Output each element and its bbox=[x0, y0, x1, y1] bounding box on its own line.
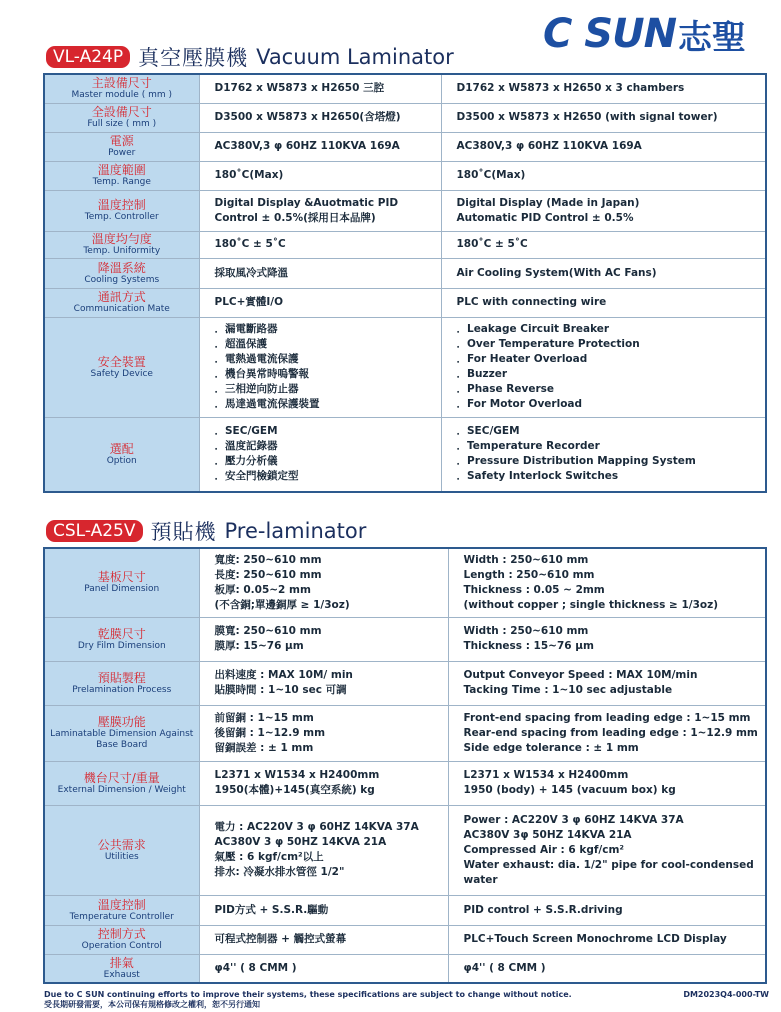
spec-label-zh: 主設備尺寸 bbox=[91, 76, 152, 91]
spec-value-line: ．Temperature Recorder bbox=[456, 440, 600, 453]
spec-value-zh-cell bbox=[199, 288, 441, 317]
spec-value-line: PLC+實體I/O bbox=[214, 296, 284, 308]
spec-value-line: AC380V 3φ 50HZ 14KVA 21A bbox=[463, 828, 632, 841]
spec-label-cell bbox=[44, 231, 199, 258]
section1-heading bbox=[46, 42, 454, 72]
spec-value-line: 留銅誤差 : ± 1 mm bbox=[214, 741, 314, 754]
model-badge: CSL-A25V bbox=[46, 520, 143, 542]
spec-label-en: Dry Film Dimension bbox=[77, 640, 166, 651]
title-zh: 預貼機 bbox=[150, 520, 217, 544]
spec-row bbox=[44, 132, 766, 161]
spec-value-line: ．Safety Interlock Switches bbox=[456, 470, 619, 483]
spec-value-en-cell bbox=[448, 705, 766, 761]
spec-label-cell bbox=[44, 661, 199, 705]
spec-value-zh-cell bbox=[199, 231, 441, 258]
spec-value-en-cell bbox=[441, 317, 766, 417]
spec-label-cell bbox=[44, 417, 199, 492]
spec-label-zh: 安全裝置 bbox=[97, 354, 146, 369]
spec-value-line: 長度: 250~610 mm bbox=[214, 568, 322, 581]
spec-value-zh-cell bbox=[199, 317, 441, 417]
spec-label-zh: 溫度控制 bbox=[97, 897, 146, 912]
spec-value-line: (without copper ; single thickness ≥ 1/3oz) bbox=[463, 598, 719, 611]
spec-value-line: ．Pressure Distribution Mapping System bbox=[456, 455, 696, 468]
spec-label-cell bbox=[44, 761, 199, 805]
spec-value-zh-cell bbox=[199, 895, 448, 925]
spec-row bbox=[44, 103, 766, 132]
spec-value-line: PID control + S.S.R.driving bbox=[463, 903, 623, 916]
spec-value-zh-cell bbox=[199, 705, 448, 761]
spec-value-line: water bbox=[463, 873, 498, 886]
spec-label-zh: 選配 bbox=[109, 441, 134, 456]
spec-label-zh: 公共需求 bbox=[97, 837, 146, 852]
spec-value-line: 氣壓 : 6 kgf/cm²以上 bbox=[214, 851, 324, 863]
spec-label-zh: 乾膜尺寸 bbox=[97, 626, 146, 641]
spec-value-line: Length : 250~610 mm bbox=[463, 568, 595, 581]
spec-label-en: Power bbox=[108, 148, 136, 158]
title-zh: 真空壓膜機 bbox=[138, 46, 249, 70]
spec-label-cell bbox=[44, 705, 199, 761]
spec-label-zh: 降溫系統 bbox=[97, 260, 146, 275]
title-en: Vacuum Laminator bbox=[256, 45, 454, 69]
spec-label-en: Safety Device bbox=[90, 368, 153, 379]
spec-value-line: 180˚C(Max) bbox=[456, 169, 526, 181]
spec-row bbox=[44, 317, 766, 417]
spec-label-cell bbox=[44, 74, 199, 103]
spec-value-line: Automatic PID Control ± 0.5% bbox=[456, 211, 634, 224]
logo-mark: C SUN bbox=[543, 11, 677, 57]
spec-label-zh: 機台尺寸/重量 bbox=[83, 770, 160, 785]
spec-value-line: 可程式控制器 + 觸控式螢幕 bbox=[214, 933, 347, 945]
spec-value-line: Digital Display &Auotmatic PID bbox=[214, 196, 399, 209]
spec-row bbox=[44, 417, 766, 492]
spec-value-line: 前留銅 : 1~15 mm bbox=[214, 711, 314, 724]
spec-label-en: Temperature Controller bbox=[69, 911, 174, 922]
spec-value-line: φ4'' ( 8 CMM ) bbox=[463, 961, 546, 974]
spec-value-line: 電力 : AC220V 3 φ 60HZ 14KVA 37A bbox=[214, 821, 419, 833]
spec-value-zh-cell bbox=[199, 761, 448, 805]
spec-value-line: 180˚C ± 5˚C bbox=[456, 238, 528, 250]
spec-value-line: AC380V,3 φ 60HZ 110KVA 169A bbox=[214, 140, 400, 152]
spec-value-line: φ4'' ( 8 CMM ) bbox=[214, 961, 297, 974]
spec-value-line: (不含銅;單邊銅厚 ≥ 1/3oz) bbox=[214, 598, 350, 611]
spec-label-cell bbox=[44, 132, 199, 161]
spec-label-zh: 通訊方式 bbox=[97, 290, 146, 304]
spec-label-zh: 排氣 bbox=[109, 955, 134, 970]
spec-row bbox=[44, 805, 766, 895]
spec-label-en: Full size ( mm ) bbox=[87, 119, 157, 129]
spec-label-en: Temp. Range bbox=[92, 177, 151, 187]
spec-value-zh-cell bbox=[199, 954, 448, 983]
spec-row bbox=[44, 954, 766, 983]
spec-value-line: Front-end spacing from leading edge : 1~15 mm bbox=[463, 711, 751, 724]
spec-value-line: ．機台異常時嗚警報 bbox=[214, 368, 309, 380]
spec-value-line: 板厚: 0.05~2 mm bbox=[214, 583, 311, 596]
spec-label-cell bbox=[44, 161, 199, 190]
spec-value-line: Rear-end spacing from leading edge : 1~12.9 mm bbox=[463, 726, 758, 739]
spec-value-en-cell bbox=[441, 288, 766, 317]
spec-label-zh: 全設備尺寸 bbox=[91, 105, 152, 119]
spec-label-en: Panel Dimension bbox=[84, 584, 160, 595]
spec-value-line: ．超溫保護 bbox=[214, 338, 267, 350]
spec-label-en: Laminatable Dimension Against Base Board bbox=[50, 729, 194, 750]
spec-value-zh-cell bbox=[199, 661, 448, 705]
spec-value-line: Output Conveyor Speed : MAX 10M/min bbox=[463, 669, 698, 681]
spec-value-en-cell bbox=[448, 925, 766, 954]
spec-value-line: ．Leakage Circuit Breaker bbox=[456, 323, 610, 335]
spec-value-zh-cell bbox=[199, 617, 448, 661]
spec-value-line: ．SEC/GEM bbox=[214, 425, 278, 438]
spec-label-en: Temp. Controller bbox=[84, 212, 159, 222]
document-code: DM2023Q4-000-TW bbox=[683, 990, 769, 999]
spec-label-zh: 預貼製程 bbox=[97, 670, 146, 685]
spec-value-line: ．馬達過電流保護裝置 bbox=[214, 398, 320, 410]
spec-row bbox=[44, 161, 766, 190]
spec-value-line: Width : 250~610 mm bbox=[463, 553, 589, 566]
spec-value-line: D1762 x W5873 x H2650 x 3 chambers bbox=[456, 82, 685, 95]
spec-value-en-cell bbox=[441, 258, 766, 288]
spec-value-line: AC380V,3 φ 60HZ 110KVA 169A bbox=[456, 140, 642, 152]
spec-value-en-cell bbox=[448, 548, 766, 617]
footer bbox=[44, 990, 769, 1010]
spec-label-en: Prelamination Process bbox=[72, 684, 172, 695]
spec-value-line: Thickness : 15~76 μm bbox=[463, 640, 594, 652]
spec-value-line: 寬度: 250~610 mm bbox=[214, 553, 322, 566]
spec-label-cell bbox=[44, 805, 199, 895]
spec-value-line: L2371 x W1534 x H2400mm bbox=[463, 769, 629, 781]
spec-row bbox=[44, 761, 766, 805]
spec-value-zh-cell bbox=[199, 103, 441, 132]
spec-row bbox=[44, 661, 766, 705]
spec-value-line: PLC+Touch Screen Monochrome LCD Display bbox=[463, 933, 727, 945]
spec-value-line: ．Phase Reverse bbox=[456, 383, 555, 395]
spec-value-line: 貼膜時間 : 1~10 sec 可調 bbox=[214, 684, 347, 696]
vacuum-laminator-spec-table bbox=[43, 73, 767, 493]
spec-label-en: Cooling Systems bbox=[84, 274, 160, 285]
spec-label-cell bbox=[44, 317, 199, 417]
spec-value-en-cell bbox=[448, 805, 766, 895]
spec-row bbox=[44, 895, 766, 925]
spec-label-zh: 電源 bbox=[109, 134, 134, 148]
spec-value-en-cell bbox=[448, 895, 766, 925]
spec-label-cell bbox=[44, 548, 199, 617]
spec-label-en: Option bbox=[106, 455, 137, 466]
spec-value-en-cell bbox=[448, 954, 766, 983]
spec-row bbox=[44, 74, 766, 103]
spec-value-line: ．電熱過電流保護 bbox=[214, 353, 299, 365]
spec-label-zh: 控制方式 bbox=[97, 927, 146, 941]
spec-value-line: ．For Heater Overload bbox=[456, 353, 588, 365]
spec-value-line: Thickness : 0.05 ~ 2mm bbox=[463, 583, 605, 596]
spec-value-line: ．安全門檢鎖定型 bbox=[214, 470, 299, 483]
spec-label-en: Communication Mate bbox=[73, 304, 170, 314]
pre-laminator-spec-table bbox=[43, 547, 767, 984]
spec-value-en-cell bbox=[441, 103, 766, 132]
spec-value-en-cell bbox=[441, 190, 766, 231]
spec-label-zh: 溫度控制 bbox=[97, 198, 146, 212]
footer-disclaimer-en: Due to C SUN continuing efforts to improve their systems, these specifications are subject to change without notice. bbox=[44, 990, 572, 999]
spec-value-line: 1950 (body) + 145 (vacuum box) kg bbox=[463, 784, 676, 796]
spec-value-line: D3500 x W5873 x H2650 (with signal tower) bbox=[456, 111, 718, 123]
model-badge: VL-A24P bbox=[46, 46, 130, 68]
spec-value-line: Compressed Air : 6 kgf/cm² bbox=[463, 843, 625, 856]
spec-value-zh-cell bbox=[199, 132, 441, 161]
spec-value-en-cell bbox=[448, 761, 766, 805]
spec-value-line: Side edge tolerance : ± 1 mm bbox=[463, 741, 639, 754]
spec-label-zh: 基板尺寸 bbox=[97, 570, 146, 585]
spec-label-zh: 溫度範圍 bbox=[97, 163, 146, 177]
spec-value-zh-cell bbox=[199, 925, 448, 954]
spec-value-line: AC380V 3 φ 50HZ 14KVA 21A bbox=[214, 836, 387, 848]
spec-row bbox=[44, 617, 766, 661]
spec-value-line: 180˚C ± 5˚C bbox=[214, 238, 286, 250]
spec-value-line: 180˚C(Max) bbox=[214, 169, 284, 181]
spec-value-line: D1762 x W5873 x H2650 三腔 bbox=[214, 82, 385, 95]
spec-label-en: Operation Control bbox=[81, 941, 162, 951]
spec-value-line: Width : 250~610 mm bbox=[463, 625, 589, 637]
spec-value-line: Air Cooling System(With AC Fans) bbox=[456, 266, 657, 279]
spec-value-line: 1950(本體)+145(真空系統) kg bbox=[214, 784, 375, 796]
spec-label-en: Exhaust bbox=[103, 969, 140, 980]
title-en: Pre-laminator bbox=[224, 519, 367, 543]
section2-heading bbox=[46, 516, 366, 546]
spec-value-line: Power : AC220V 3 φ 60HZ 14KVA 37A bbox=[463, 813, 684, 826]
spec-label-zh: 溫度均勻度 bbox=[91, 232, 152, 246]
spec-value-line: ．壓力分析儀 bbox=[214, 455, 278, 468]
spec-value-en-cell bbox=[441, 231, 766, 258]
spec-label-cell bbox=[44, 288, 199, 317]
spec-value-line: PID方式 + S.S.R.驅動 bbox=[214, 903, 329, 916]
spec-value-line: ．For Motor Overload bbox=[456, 398, 583, 410]
spec-label-cell bbox=[44, 895, 199, 925]
spec-value-line: Tacking Time : 1~10 sec adjustable bbox=[463, 684, 673, 696]
spec-label-cell bbox=[44, 925, 199, 954]
footer-disclaimer-zh: 受長期研發需要，本公司保有規格修改之權利，恕不另行通知 bbox=[44, 1000, 260, 1009]
spec-value-en-cell bbox=[441, 161, 766, 190]
spec-value-zh-cell bbox=[199, 74, 441, 103]
spec-label-cell bbox=[44, 190, 199, 231]
spec-value-zh-cell bbox=[199, 805, 448, 895]
company-logo bbox=[543, 10, 768, 58]
spec-value-zh-cell bbox=[199, 548, 448, 617]
spec-row bbox=[44, 258, 766, 288]
spec-row bbox=[44, 705, 766, 761]
spec-label-cell bbox=[44, 103, 199, 132]
spec-value-line: 出料速度 : MAX 10M/ min bbox=[214, 669, 353, 681]
spec-value-line: ．溫度記錄器 bbox=[214, 440, 278, 453]
spec-value-en-cell bbox=[448, 661, 766, 705]
spec-value-line: ．三相逆向防止器 bbox=[214, 383, 299, 395]
spec-value-line: D3500 x W5873 x H2650(含塔燈) bbox=[214, 111, 401, 123]
spec-value-line: ．Buzzer bbox=[456, 368, 508, 380]
spec-row bbox=[44, 231, 766, 258]
spec-row bbox=[44, 548, 766, 617]
logo-zh: 志聖 bbox=[678, 17, 747, 58]
spec-value-line: Digital Display (Made in Japan) bbox=[456, 196, 640, 209]
spec-label-en: Master module ( mm ) bbox=[71, 90, 172, 101]
spec-value-line: ．Over Temperature Protection bbox=[456, 338, 640, 350]
spec-value-line: 膜寬: 250~610 mm bbox=[214, 625, 322, 637]
spec-value-line: 排水: 冷凝水排水管徑 1/2" bbox=[214, 866, 345, 878]
spec-row bbox=[44, 925, 766, 954]
spec-label-cell bbox=[44, 258, 199, 288]
spec-value-line: ．漏電斷路器 bbox=[214, 323, 278, 335]
spec-label-en: Temp. Uniformity bbox=[83, 246, 161, 256]
spec-value-line: 採取風冷式降溫 bbox=[214, 266, 288, 279]
spec-value-line: ．SEC/GEM bbox=[456, 425, 520, 438]
spec-row bbox=[44, 190, 766, 231]
spec-value-line: Water exhaust: dia. 1/2" pipe for cool-condensed bbox=[463, 858, 754, 871]
spec-value-zh-cell bbox=[199, 161, 441, 190]
spec-value-line: 膜厚: 15~76 μm bbox=[214, 640, 304, 652]
spec-value-line: L2371 x W1534 x H2400mm bbox=[214, 769, 380, 781]
spec-value-line: 後留銅 : 1~12.9 mm bbox=[214, 726, 326, 739]
spec-label-cell bbox=[44, 617, 199, 661]
spec-label-zh: 壓膜功能 bbox=[97, 715, 146, 729]
spec-value-zh-cell bbox=[199, 417, 441, 492]
spec-value-en-cell bbox=[448, 617, 766, 661]
spec-row bbox=[44, 288, 766, 317]
spec-label-cell bbox=[44, 954, 199, 983]
spec-value-line: PLC with connecting wire bbox=[456, 296, 607, 308]
spec-value-en-cell bbox=[441, 417, 766, 492]
spec-label-en: External Dimension / Weight bbox=[57, 784, 186, 795]
spec-value-zh-cell bbox=[199, 258, 441, 288]
spec-value-en-cell bbox=[441, 132, 766, 161]
spec-value-zh-cell bbox=[199, 190, 441, 231]
spec-value-en-cell bbox=[441, 74, 766, 103]
spec-label-en: Utilities bbox=[104, 851, 139, 862]
spec-value-line: Control ± 0.5%(採用日本品牌) bbox=[214, 211, 376, 224]
